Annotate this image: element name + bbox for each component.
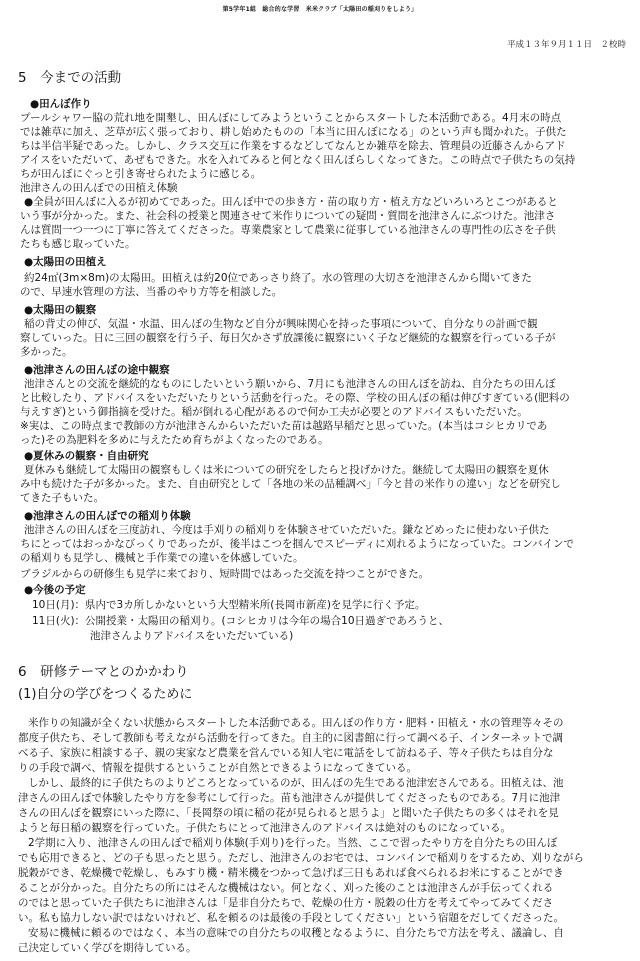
body-line: 与えすぎ)という御指摘を受けた。稲が倒れる心配があるので何か工夫が必要とのアドバイスもいただいた。 <box>20 406 528 418</box>
body-line: アイスをいただいて、あぜもできた。水を入れてみると何となく田んぼらしくなってきた。この時点で子供たちの気持 <box>20 154 576 166</box>
body-line: さんの田んぼを観察にいった際に、「長岡祭の頃に稲の花が見られると思うよ」と聞いた子供たちの多くはそれを見 <box>18 807 559 819</box>
body-line: ブラジルからの研修生も見学に来ており、短時間ではあった交流を持つことができた。 <box>20 568 430 580</box>
body-line: ちが田んぼにぐっと引き寄せられたように感じる。 <box>20 168 262 180</box>
section-6-heading: 6 研修テーマとのかかわり <box>18 664 189 680</box>
body-line: ちは半信半疑であった。しかし、クラス交互に作業をするなどしてなんとか雑草を除去、管理員の近藤さんからアド <box>20 140 566 152</box>
schedule-line: 10日(月)：県内で3カ所しかないという大型精米所(長岡市新産)を見学に行く予定。 <box>32 599 426 611</box>
body-line: 米作りの知識が全くない状態からスタートした本活動である。田んぼの作り方・肥料・田植え・水の管理等々その <box>28 717 564 729</box>
body-line: 約24㎡(3m×8m)の太陽田。田植えは約20位であっさり終了。水の管理の大切さを池津さんから聞いてきた <box>24 272 532 284</box>
body-line: ●全員が田んぼに入るが初めてであった。田んぼ中での歩き方・苗の取り方・植え方などいろいろとこつがあると <box>24 196 558 208</box>
body-line: 察していった。日に三回の観察を行う子、毎日欠かさず放課後に観察にいく子など継続的な観察を行っている子が <box>20 332 556 344</box>
body-line: 津さんの田んぼで体験したやり方を参考にして行った。苗も池津さんが提供してくださったものである。7月に池津 <box>18 792 561 804</box>
body-line: のではと思っていた子供たちに池津さんは「是非自分たちで、乾燥の仕方・脱穀の仕方を考えてやってみてくださ <box>18 897 554 909</box>
topic-heading: ●池津さんの田んぼでの稲刈り体験 <box>24 510 191 522</box>
body-line: の稲刈りも見学し、機械と手作業での違いを体感していた。 <box>20 552 304 564</box>
body-line: 都度子供たち、そして教師も考えながら活動を行ってきた。自主的に図書館に行って調べる子、インターネットで調 <box>18 732 564 744</box>
body-line: しかし、最終的に子供たちのよりどころとなっているのが、田んぼの先生である池津宏さんである。田植えは、池 <box>28 777 564 789</box>
schedule-line: 11日(火)：公開授業・太陽田の稲刈り。(コシヒカリは今年の場合10日過ぎであろうと、 <box>32 615 450 627</box>
topic-heading: ●池津さんの田んぼの途中観察 <box>24 364 170 376</box>
body-line: でも応用できると、どの子も思ったと思う。ただし、池津さんのお宅では、コンバインで稲刈りをするため、刈りながら <box>18 852 584 864</box>
body-line: いう事が分かった。また、社会科の授業と関連させて米作りについての疑問・質問を池津さんにぶつけた。池津さ <box>20 210 556 222</box>
topic-heading: ●今後の予定 <box>24 584 86 596</box>
body-line: プールシャワー脇の荒れ地を開墾し、田んぼにしてみようということからスタートした本活動である。4月末の時点 <box>20 112 562 124</box>
body-line: 池津さんとの交流を継続的なものにしたいという願いから、7月にも池津さんの田んぼを訪ね、自分たちの田んぼ <box>24 378 556 390</box>
body-line: 多かった。 <box>20 346 73 358</box>
topic-heading: ●太陽田の田植え <box>24 256 107 268</box>
body-line: ようと毎日稲の観察を行っていた。子供たちにとって池津さんのアドバイスは絶対のものになっている。 <box>18 822 511 834</box>
topic-heading: ●田んぼ作り <box>30 98 92 110</box>
body-line: ちにとってはおっかなびっくりであったが、後半はこつを掴んでスピーディに刈れるようになっていた。コンバインで <box>20 538 574 550</box>
body-line: べる子、家族に相談する子、親の実家など農業を営んでいる知人宅に電話をして訪ねる子、等々子供たちは自分な <box>18 747 554 759</box>
body-line: 2学期に入り、池津さんの田んぼで稲刈り体験(手刈り)を行った。当然、ここで習ったやり方を自分たちの田んぼ <box>28 837 558 849</box>
schedule-line: 池津さんよりアドバイスをいただいている) <box>90 630 294 642</box>
body-line: い。私も協力しない訳ではないけれど、私を頼るのは最後の手段としてください」という宿題をだしてくださった。 <box>18 912 564 924</box>
body-line: 安易に機械に頼るのではなく、本当の意味での自分たちの収穫となるように、自分たちで方法を考え、議論し、自 <box>28 927 564 939</box>
date-line: 平成１３年９月１１日 ２校時 <box>506 40 626 50</box>
body-line: 池津さんの田んぼを三度訪れ、今度は手刈りの稲刈りを体験させていただいた。鎌などめったに使わない子供た <box>24 524 550 536</box>
topic-heading: ●太陽田の観察 <box>24 304 97 316</box>
body-line: 稲の背丈の伸び、気温・水温、田んぼの生物など自分が興味関心を持った事項について、自分なりの計画で観 <box>24 318 538 330</box>
body-line: たちも感じ取っていた。 <box>20 238 136 250</box>
body-line: てきた子もいた。 <box>20 492 104 504</box>
body-line: 脱穀ができ、乾燥機で乾燥し、もみすり機・精米機をつかって急げば三日もあれば食べられるお米にすることができ <box>18 867 564 879</box>
section-6-subheading: (1)自分の学びをつくるために <box>18 687 193 702</box>
body-line: 己決定していく学びを期待している。 <box>18 942 197 954</box>
page-title: 第5学年1組 総合的な学習 米米クラブ「太陽田の稲刈りをしよう」 <box>222 6 418 13</box>
body-line: ることが分かった。自分たちの所にはそんな機械はない。何となく、刈った後のことは池津さんが手伝ってくれる <box>18 882 554 894</box>
body-line: りの手段で調べ、情報を提供するということが自然とできるようになってきている。 <box>18 762 417 774</box>
topic-heading: ●夏休みの観察・自由研究 <box>24 450 149 462</box>
body-line: ので、早速水管理の方法、当番のやり方等を相談した。 <box>20 286 283 298</box>
body-line: 夏休みも継続して太陽田の観察もしくは米についての研究をしたらと投げかけた。継続して太陽田の観察を夏休 <box>24 464 549 476</box>
body-line: と比較したり、アドバイスをいただいたりという活動を行った。その際、学校の田んぼの稲は伸びすぎている(肥料の <box>20 392 570 404</box>
body-line: った)その為肥料を多めに与えたため育ちがよくなったのである。 <box>20 434 329 446</box>
body-line: では雑草に加え、芝草が広く張っており、耕し始めたものの「本当に田んぼになる」のという声も聞かれた。子供た <box>20 126 567 138</box>
subtopic-line: 池津さんの田んぼでの田植え体験 <box>20 182 178 194</box>
body-line: んは質問一つ一つに丁寧に答えてくださった。専業農家として農業に従事している池津さんの専門性の広さを子供 <box>20 224 556 236</box>
section-5-heading: 5 今までの活動 <box>18 70 122 86</box>
body-line: み中も続けた子が多かった。また、自由研究として「各地の米の品種調べ」「今と昔の米作りの違い」などを研究し <box>20 478 561 490</box>
body-line: ※実は、この時点まで教師の方が池津さんからいただいた苗は越路早稲だと思っていた。(本当はコシヒカリであ <box>20 420 548 432</box>
